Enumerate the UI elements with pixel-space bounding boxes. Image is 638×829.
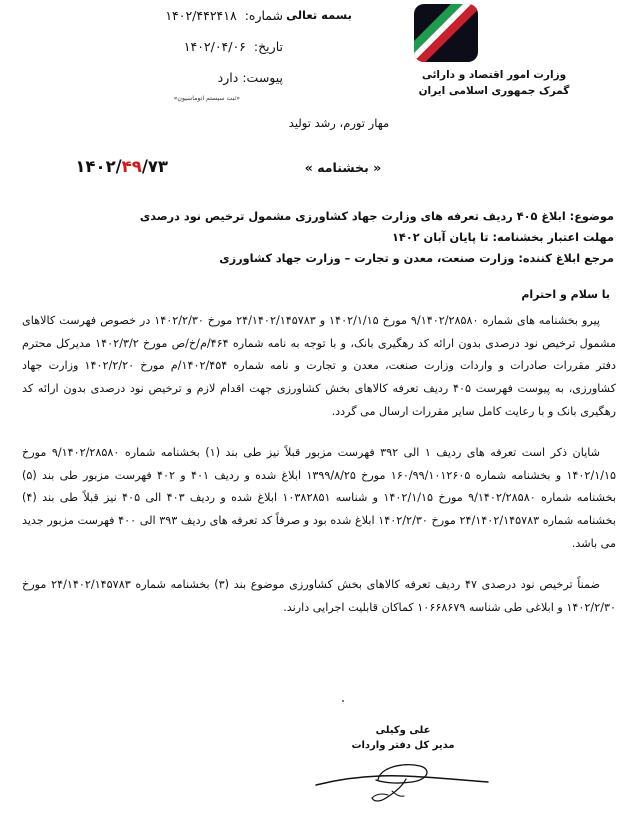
signature-block — [308, 700, 498, 805]
body-paragraph-2: شایان ذکر است تعرفه های ردیف ۱ الی ۳۹۲ فهرست مزبور قبلاً نیز طی بند (۱) بخشنامه شماره ۹/۱۴۰۲/۲۸۵۸۰ مورخ ۱۴۰۲/۱/۱۵ و بخشنامه شماره ۱۶۰/۹۹/۱۰۱۲۶۰۵ مورخ ۱۳۹۹/۸/۲۵ ابلاغ شده و ردیف ۴۰۱ و ۴۰۲ فهرست مزبور طی بند (۵) بخشنامه شماره ۹/۱۴۰۲/۲۸۵۸۰ مورخ ۱۴۰۲/۱/۱۵ و شناسه ۱۰۳۸۲۸۵۱ ابلاغ شده و ردیف ۴۰۳ الی ۴۰۵ نیز قبلاً طی بند (۴) بخشنامه شماره ۲۴/۱۴۰۲/۱۴۵۷۸۳ مورخ ۱۴۰۲/۲/۳۰ ابلاغ شده بود و صرفاً کد تعرفه های ردیف ۳۹۳ الی ۴۰۰ فهرست مزبور جدید می باشد. — [22, 446, 617, 550]
organization-line-1: وزارت امور اقتصاد و دارائی — [421, 69, 567, 81]
body-paragraph-1: پیرو بخشنامه های شماره ۹/۱۴۰۲/۲۸۵۸۰ مورخ ۱۴۰۲/۱/۱۵ و ۲۴/۱۴۰۲/۱۴۵۷۸۳ مورخ ۱۴۰۲/۲/۳۰ در خصوص فهرست کالاهای مشمول ترخیص نود درصدی بدون ارائه کد رهگیری بانک، و با توجه به نامه شماره ۴۶۴/م/خ/ص مورخ ۱۴۰۲/۳/۲ مدیرکل محترم دفتر مقررات صادرات و واردات وزارت صنعت، معدن و تجارت و نامه شماره ۱۴۰۲/۴۵۴/م مورخ ۱۴۰۲/۲/۲۰ وزارت جهاد کشاورزی، به پیوست فهرست ۴۰۵ ردیف تعرفه کالاهای بخش کشاورزی جهت اقدام لازم و ترخیص نود درصدی بدون ارائه کد رهگیری بانک و با رعایت کامل سایر مقررات ارسال می گردد. — [22, 314, 616, 418]
signatory-title: مدیر کل دفتر واردات — [351, 739, 455, 751]
field-document-date — [98, 39, 283, 54]
circular-number-accent: ۴۹ — [121, 157, 142, 176]
header-meta-fields — [98, 8, 283, 95]
organization-line-2: گمرک جمهوری اسلامی ایران — [418, 85, 570, 98]
field-document-date-label: تاریخ: — [253, 39, 283, 54]
body-paragraph-3: ضمناً ترخیص نود درصدی ۴۷ ردیف تعرفه کالاهای بخش کشاورزی موضوع بند (۳) بخشنامه شماره ۲۴/۱۴۰۲/۱۴۵۷۸۳ مورخ ۱۴۰۲/۲/۳۰ و ابلاغی طی شناسه ۱۰۶۶۸۶۷۹ کماکان قابلیت اجرایی دارند. — [22, 578, 616, 614]
document-kind-title: « بخشنامه » — [304, 160, 382, 175]
circular-number-prefix: ۱۴۰۲/ — [75, 157, 122, 176]
circular-number-suffix: /۷۳ — [141, 157, 168, 176]
subject-line-issuer: مرجع ابلاغ کننده: وزارت صنعت، معدن و تجارت – وزارت جهاد کشاورزی — [219, 251, 614, 265]
handwritten-signature-icon — [308, 749, 498, 805]
automation-registration-note: «ثبت سیستم اتوماسیون» — [173, 95, 240, 102]
greeting-text: با سلام و احترام — [521, 288, 610, 301]
field-document-number-label: شماره: — [244, 8, 283, 23]
customs-ministry-logo-icon — [410, 2, 482, 64]
national-slogan: مهار تورم، رشد تولید — [288, 116, 390, 130]
signatory-name: علی وکیلی — [375, 725, 431, 736]
subject-line-topic: موضوع: ابلاغ ۴۰۵ ردیف تعرفه های وزارت جهاد کشاورزی مشمول ترخیص نود درصدی — [139, 210, 614, 223]
field-attachment — [98, 70, 283, 85]
field-attachment-value: دارد — [217, 70, 239, 85]
subject-line-validity: مهلت اعتبار بخشنامه: تا پایان آبان ۱۴۰۲ — [392, 230, 614, 244]
field-attachment-label: پیوست: — [242, 70, 283, 85]
field-document-date-value: ۱۴۰۲/۰۴/۰۶ — [183, 39, 246, 54]
field-document-number — [98, 8, 283, 23]
basmala-text: بسمه تعالی — [286, 8, 352, 22]
stray-dot-mark — [342, 700, 344, 702]
organization-header — [400, 0, 630, 100]
field-document-number-value: ۱۴۰۲/۴۴۲۴۱۸ — [165, 8, 237, 23]
subject-block — [28, 207, 614, 270]
document-body — [22, 310, 616, 639]
